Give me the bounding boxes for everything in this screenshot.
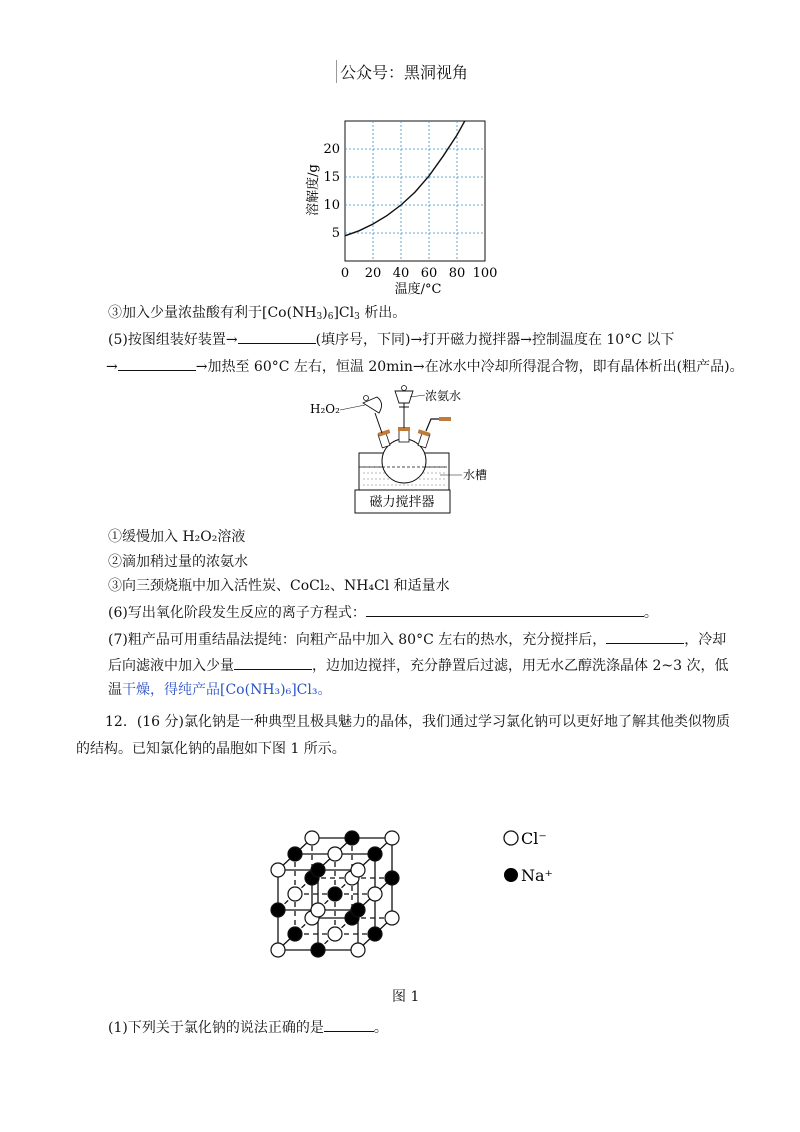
na-ion [385,871,399,885]
cl-ion [271,943,285,957]
cl-ion [328,847,342,861]
answer-blank [324,1017,374,1032]
chart-frame [345,121,485,261]
figure-1-caption: 图 1 [392,989,420,1005]
stirrer-label: 磁力搅拌器 [369,495,435,510]
answer-blank [238,329,316,344]
cl-legend-label: Cl⁻ [521,829,547,848]
answer-blank [366,602,644,617]
cl-ion [385,831,399,845]
na-ion [311,863,325,877]
cl-ion [351,863,365,877]
cl-ion [311,903,325,917]
cl-ion [305,831,319,845]
cl-ion [385,911,399,925]
question-7-line-1: (7)粗产品可用重结晶法提纯：向粗产品中加入 80°C 左右的热水，充分搅拌后， ，冷却 [108,629,726,650]
x-tick-label: 40 [392,266,410,281]
chart-ylabel: 溶解度/g [306,164,321,216]
na-ion [271,903,285,917]
na-ion [345,831,359,845]
cl-ion [271,863,285,877]
cl-legend-marker [504,831,518,845]
cl-ion [328,927,342,941]
na-ion [288,847,302,861]
plot-frame [345,121,485,261]
na-legend-marker [504,868,518,882]
x-tick-label: 60 [420,266,438,281]
h2o2-label: H₂O₂ [310,402,340,416]
x-tick-label: 0 [340,266,350,281]
ammonia-label: 浓氨水 [425,389,462,403]
question-7-line-3: 温干燥，得纯产品[Co(NH₃)₆]Cl₃。 [108,682,332,698]
nacl-unit-cell [260,760,560,975]
na-legend-label: Na⁺ [521,866,553,885]
question-5-line-2: → →加热至 60°C 左右，恒温 20min→在冰水中冷却所得混合物，即有晶体析出(粗产品)。 [106,356,744,377]
answer-blank [118,356,196,371]
na-ion [351,903,365,917]
cl-ion [288,887,302,901]
cl-ion [351,943,365,957]
x-tick-label: 100 [472,266,498,281]
na-ion [328,887,342,901]
y-tick-label: 5 [331,226,340,241]
question-7-line-2: 后向滤液中加入少量 ，边加边搅拌，充分静置后过滤，用无水乙醇洗涤晶体 2~3 次，低 [108,655,728,676]
question-12-part-1: (1)下列关于氯化钠的说法正确的是 。 [108,1017,388,1038]
note-3: ③加入少量浓盐酸有利于$[Co(NH_3)_6]Cl_3$ 析出。 [108,305,407,322]
na-ion [368,927,382,941]
question-6: (6)写出氧化阶段发生反应的离子方程式： 。 [108,602,658,623]
answer-blank [234,655,312,670]
question-5-line-1: (5)按图组装好装置→ (填序号，下同)→打开磁力搅拌器→控制温度在 10°C 以下 [108,329,674,350]
water-bath-label: 水槽 [463,468,488,482]
step-1: ①缓慢加入 H₂O₂溶液 [108,529,246,545]
na-ion [368,847,382,861]
y-tick-label: 20 [323,142,340,157]
cl-ion [368,887,382,901]
x-tick-label: 20 [364,266,382,281]
chart-xlabel: 温度/°C [394,282,442,297]
question-12-line-1: 12．(16 分)氯化钠是一种典型且极具魅力的晶体，我们通过学习氯化钠可以更好地了解其他类似物质 [105,714,731,730]
question-12-line-2: 的结构。已知氯化钠的晶胞如下图 1 所示。 [76,741,346,757]
y-tick-label: 15 [323,170,340,185]
x-tick-label: 80 [448,266,466,281]
na-ion [288,927,302,941]
y-tick-label: 10 [323,198,340,213]
step-3: ③向三颈烧瓶中加入活性炭、CoCl₂、NH₄Cl 和适量水 [108,578,450,594]
solubility-chart [300,110,510,300]
na-ion [311,943,325,957]
header-watermark: 公众号：黑洞视角 [336,60,468,83]
apparatus-diagram [305,383,505,518]
step-2: ②滴加稍过量的浓氨水 [108,554,248,570]
answer-blank [606,629,684,644]
cell-ions [271,831,399,957]
